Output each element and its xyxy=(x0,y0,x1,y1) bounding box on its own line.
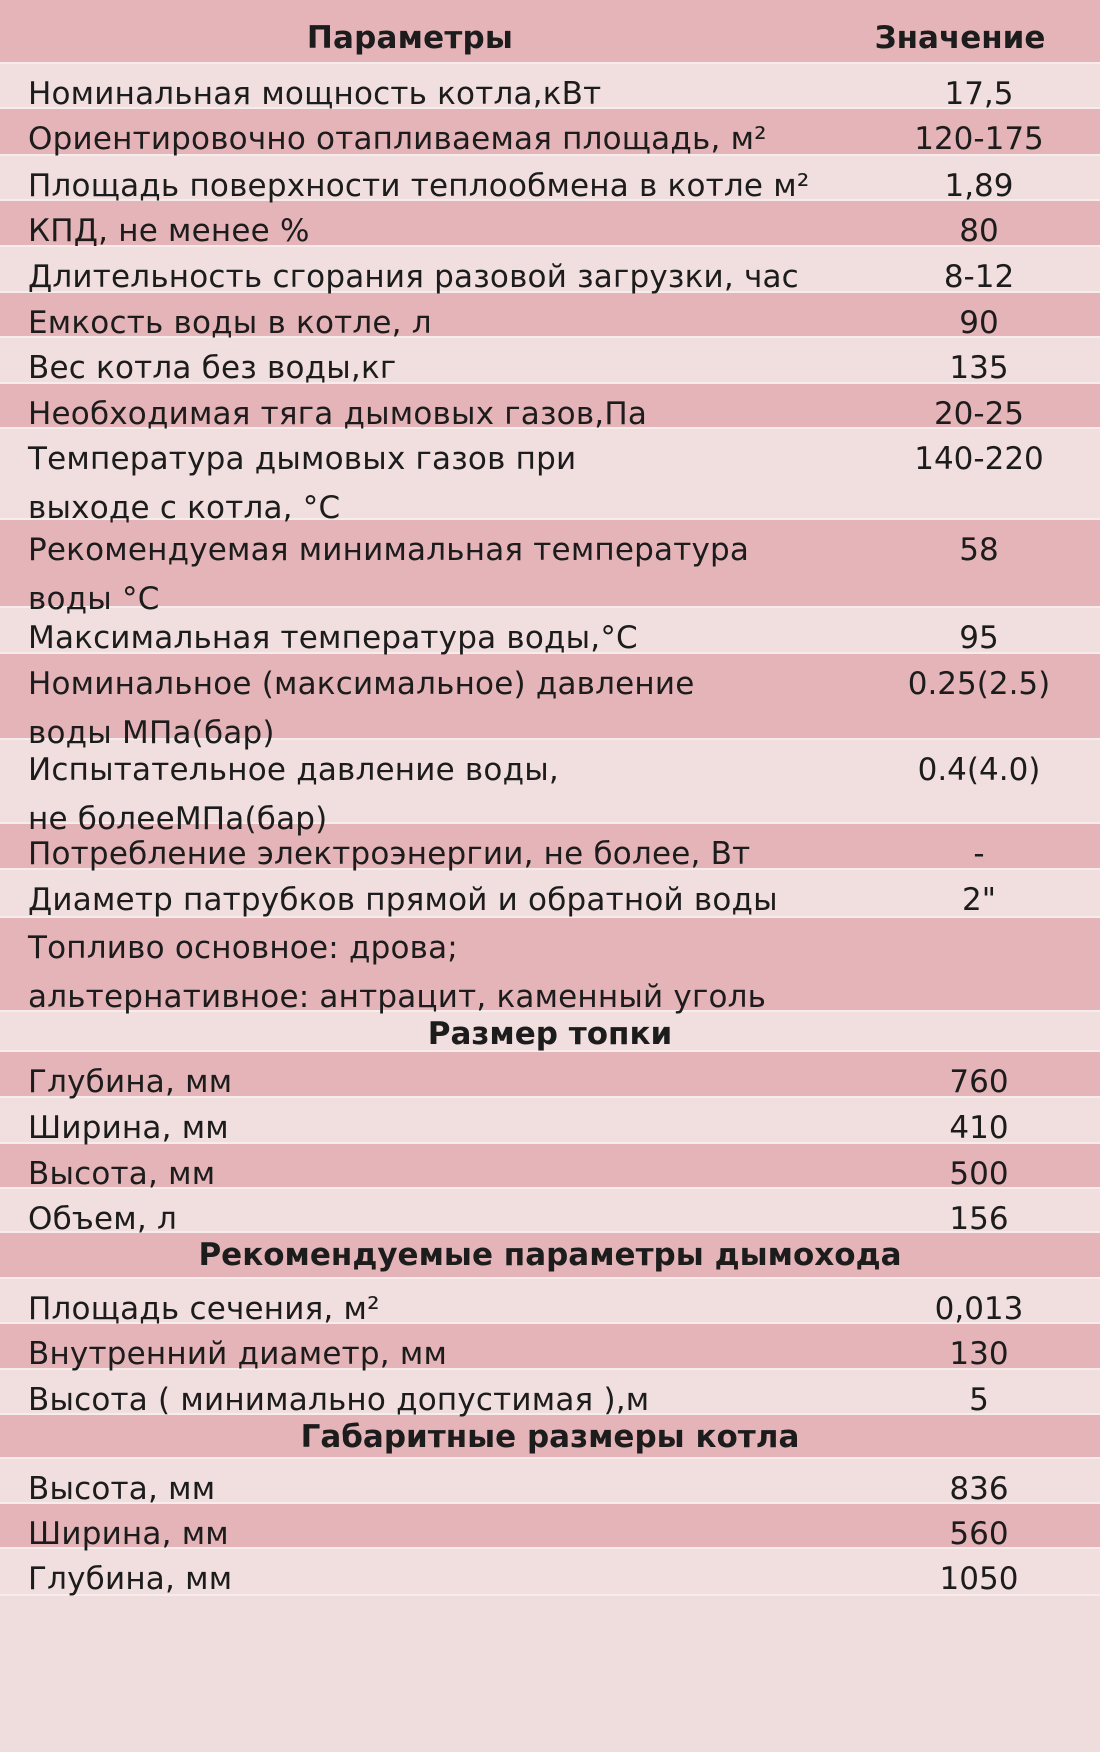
value-cell: 500 xyxy=(949,1156,1009,1192)
value-cell: 8-12 xyxy=(943,259,1015,295)
param-cell: Испытательное давление воды, не болееМПа(бар) xyxy=(28,752,559,837)
param-cell: Рекомендуемая минимальная температура воды °С xyxy=(28,532,750,617)
table-row xyxy=(0,201,1100,247)
section-title: Рекомендуемые параметры дымохода xyxy=(198,1237,902,1273)
value-cell: 130 xyxy=(949,1336,1009,1372)
table-row xyxy=(0,870,1100,918)
table-row xyxy=(0,1324,1100,1370)
value-cell xyxy=(858,918,1100,924)
value-cell: 0.25(2.5) xyxy=(907,666,1051,702)
param-cell: Номинальная мощность котла,кВт xyxy=(28,76,602,112)
param-cell: Номинальное (максимальное) давление воды МПа(бар) xyxy=(28,666,695,751)
table-row xyxy=(0,1189,1100,1237)
param-cell: Диаметр патрубков прямой и обратной воды xyxy=(28,882,778,918)
value-cell: 836 xyxy=(949,1471,1009,1507)
value-cell: 5 xyxy=(969,1382,989,1418)
section-title-row xyxy=(0,1233,1100,1279)
param-cell: Емкость воды в котле, л xyxy=(28,305,432,341)
value-cell: 95 xyxy=(959,620,999,656)
value-cell: 140-220 xyxy=(914,441,1044,477)
param-cell: Объем, л xyxy=(28,1201,178,1237)
value-cell: 1050 xyxy=(939,1561,1019,1597)
param-cell: Топливо основное: дрова; альтернативное: антрацит, каменный уголь xyxy=(28,930,767,1015)
param-cell: Ширина, мм xyxy=(28,1110,229,1146)
value-cell: 1,89 xyxy=(944,168,1014,204)
param-cell: Температура дымовых газов при выходе с котла, °С xyxy=(28,441,577,526)
value-cell: 135 xyxy=(949,350,1009,386)
param-cell: Максимальная температура воды,°С xyxy=(28,620,638,656)
table-row xyxy=(0,740,1100,837)
param-cell: Длительность сгорания разовой загрузки, час xyxy=(28,259,799,295)
value-cell: 20-25 xyxy=(933,396,1025,432)
value-cell: 0,013 xyxy=(934,1291,1024,1327)
value-cell: 90 xyxy=(959,305,999,341)
table-row xyxy=(0,608,1100,654)
table-row xyxy=(0,384,1100,432)
table-row xyxy=(0,156,1100,204)
table-row xyxy=(0,1504,1100,1552)
param-cell: Глубина, мм xyxy=(28,1064,233,1100)
section-title: Размер топки xyxy=(427,1016,673,1052)
table-row xyxy=(0,918,1100,1015)
table-header xyxy=(0,0,1100,64)
value-cell: 120-175 xyxy=(914,121,1044,157)
table-row xyxy=(0,1459,1100,1507)
param-cell: Высота ( минимально допустимая ),м xyxy=(28,1382,650,1418)
param-cell: Необходимая тяга дымовых газов,Па xyxy=(28,396,648,432)
table-row xyxy=(0,1370,1100,1418)
param-cell: Высота, мм xyxy=(28,1156,216,1192)
param-cell: Высота, мм xyxy=(28,1471,216,1507)
param-cell: Площадь сечения, м² xyxy=(28,1291,380,1327)
param-cell: Вес котла без воды,кг xyxy=(28,350,397,386)
value-cell: 0.4(4.0) xyxy=(917,752,1041,788)
value-cell: - xyxy=(973,836,985,872)
value-cell: 2" xyxy=(962,882,996,918)
param-cell: КПД, не менее % xyxy=(28,213,310,249)
table-row xyxy=(0,1144,1100,1192)
param-cell: Площадь поверхности теплообмена в котле м² xyxy=(28,168,810,204)
table-row xyxy=(0,109,1100,156)
value-cell: 156 xyxy=(949,1201,1009,1237)
value-cell: 80 xyxy=(959,213,999,249)
value-cell: 58 xyxy=(959,532,999,568)
value-cell: 760 xyxy=(949,1064,1009,1100)
section-title-row xyxy=(0,1012,1100,1052)
table-row xyxy=(0,1052,1100,1098)
param-cell: Внутренний диаметр, мм xyxy=(28,1336,448,1372)
table-row xyxy=(0,247,1100,293)
header-value: Значение xyxy=(874,20,1046,56)
header-param: Параметры xyxy=(306,20,514,56)
table-row xyxy=(0,293,1100,341)
table-row xyxy=(0,654,1100,751)
table-row xyxy=(0,64,1100,112)
table-row xyxy=(0,338,1100,384)
section-title-row xyxy=(0,1415,1100,1459)
table-row xyxy=(0,824,1100,870)
table-row xyxy=(0,520,1100,617)
param-cell: Глубина, мм xyxy=(28,1561,233,1597)
value-cell: 560 xyxy=(949,1516,1009,1552)
table-row xyxy=(0,1549,1100,1596)
param-cell: Ширина, мм xyxy=(28,1516,229,1552)
table-row xyxy=(0,1098,1100,1144)
table-row xyxy=(0,429,1100,526)
value-cell: 17,5 xyxy=(944,76,1014,112)
table-row xyxy=(0,1279,1100,1327)
param-cell: Потребление электроэнергии, не более, Вт xyxy=(28,836,751,872)
param-cell: Ориентировочно отапливаемая площадь, м² xyxy=(28,121,767,157)
section-title: Габаритные размеры котла xyxy=(300,1419,800,1455)
value-cell: 410 xyxy=(949,1110,1009,1146)
